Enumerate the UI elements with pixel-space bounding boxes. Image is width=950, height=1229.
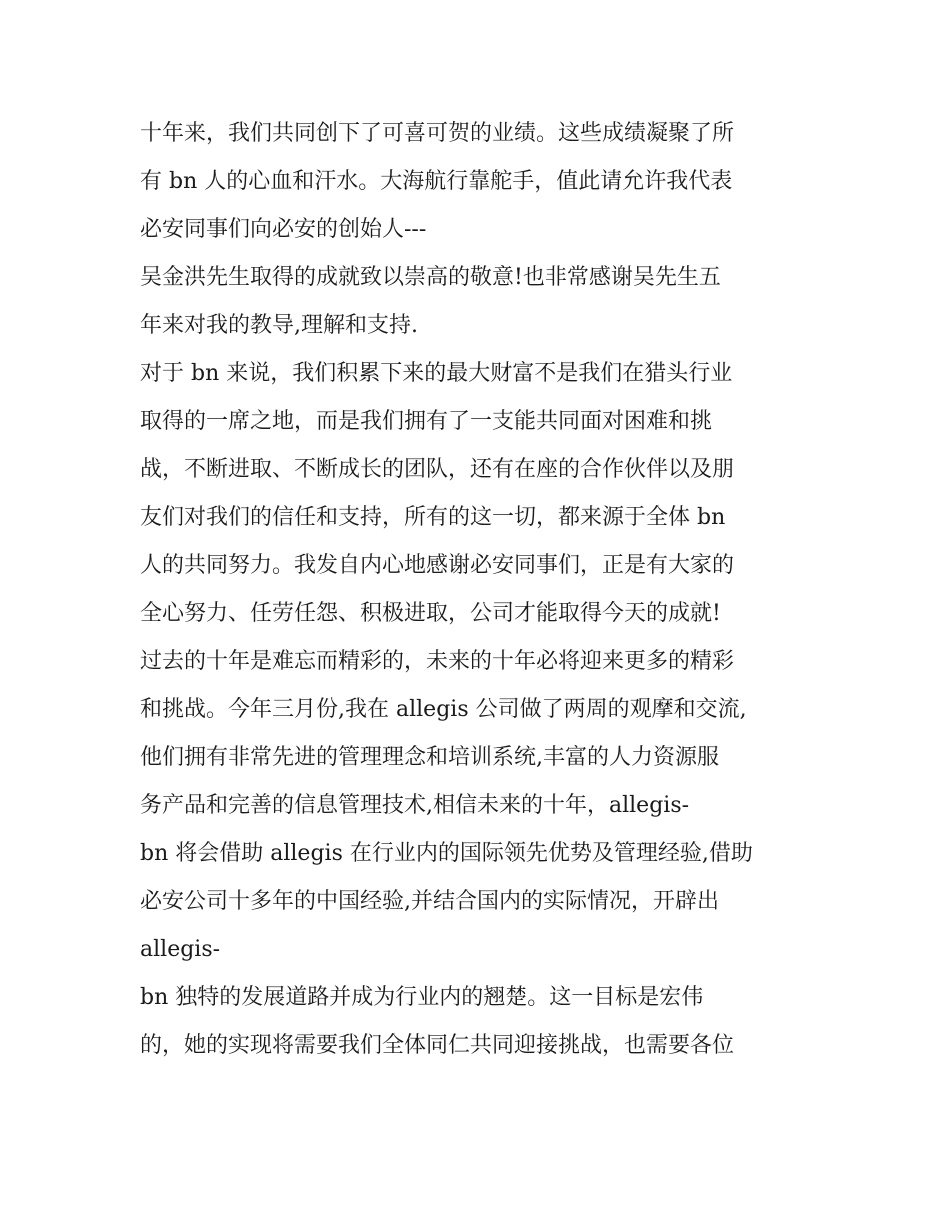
text-line: 十年来，我们共同创下了可喜可贺的业绩。这些成绩凝聚了所 [140,121,735,146]
text-line: 友们对我们的信任和支持，所有的这一切，都来源于全体 bn [140,505,726,530]
text-line: 必安同事们向必安的创始人--- [140,217,427,242]
text-line: 务产品和完善的信息管理技术,相信未来的十年，allegis- [140,793,690,818]
text-line: bn 独特的发展道路并成为行业内的翘楚。这一目标是宏伟 [140,985,704,1010]
text-line: allegis- [140,937,221,962]
text-line: 过去的十年是难忘而精彩的，未来的十年必将迎来更多的精彩 [140,649,735,674]
text-line: bn 将会借助 allegis 在行业内的国际领先优势及管理经验,借助 [140,841,753,866]
text-line: 对于 bn 来说，我们积累下来的最大财富不是我们在猎头行业 [140,361,733,386]
text-line: 和挑战。今年三月份,我在 allegis 公司做了两周的观摩和交流, [140,697,747,722]
text-line: 人的共同努力。我发自内心地感谢必安同事们，正是有大家的 [140,553,735,578]
text-line: 的，她的实现将需要我们全体同仁共同迎接挑战，也需要各位 [140,1033,735,1058]
text-line: 取得的一席之地，而是我们拥有了一支能共同面对困难和挑 [140,409,713,434]
text-line: 吴金洪先生取得的成就致以崇高的敬意!也非常感谢吴先生五 [140,265,721,290]
text-line: 年来对我的教导,理解和支持. [140,313,418,338]
text-line: 他们拥有非常先进的管理理念和培训系统,丰富的人力资源服 [140,745,719,770]
document-body [140,110,820,1070]
text-line: 必安公司十多年的中国经验,并结合国内的实际情况，开辟出 [140,889,719,914]
text-line: 全心努力、任劳任怨、积极进取，公司才能取得今天的成就! [140,601,721,626]
text-line: 战，不断进取、不断成长的团队，还有在座的合作伙伴以及朋 [140,457,735,482]
text-line: 有 bn 人的心血和汗水。大海航行靠舵手，值此请允许我代表 [140,169,733,194]
